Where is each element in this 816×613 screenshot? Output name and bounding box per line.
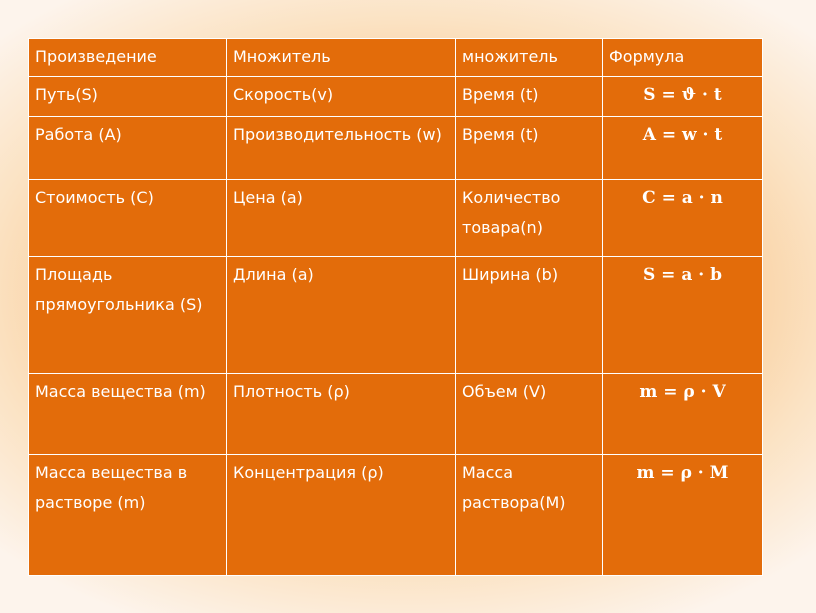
- table-row: [29, 374, 763, 455]
- table-row: [29, 77, 763, 117]
- cell-factor-1: Цена (a): [227, 180, 456, 257]
- header-product: Произведение: [29, 39, 227, 77]
- cell-factor-1: Концентрация (ρ): [227, 455, 456, 576]
- cell-factor-2: Объем (V): [456, 374, 603, 455]
- cell-product: Работа (A): [29, 117, 227, 180]
- cell-formula: A = w · t: [603, 117, 763, 180]
- cell-product: Путь(S): [29, 77, 227, 117]
- cell-formula: m = ρ · V: [603, 374, 763, 455]
- cell-factor-2: Количество товара(n): [456, 180, 603, 257]
- table-row: [29, 180, 763, 257]
- cell-product: Масса вещества в растворе (m): [29, 455, 227, 576]
- cell-factor-2: Время (t): [456, 117, 603, 180]
- table-row: [29, 257, 763, 374]
- table-header-row: [29, 39, 763, 77]
- header-formula: Формула: [603, 39, 763, 77]
- cell-factor-2: Масса раствора(M): [456, 455, 603, 576]
- cell-factor-2: Время (t): [456, 77, 603, 117]
- cell-formula: S = ϑ · t: [603, 77, 763, 117]
- header-factor-2: множитель: [456, 39, 603, 77]
- cell-factor-1: Производительность (w): [227, 117, 456, 180]
- cell-product: Масса вещества (m): [29, 374, 227, 455]
- cell-formula: S = a · b: [603, 257, 763, 374]
- table-row: [29, 455, 763, 576]
- cell-factor-1: Плотность (ρ): [227, 374, 456, 455]
- header-factor-1: Множитель: [227, 39, 456, 77]
- cell-factor-2: Ширина (b): [456, 257, 603, 374]
- cell-product: Площадь прямоугольника (S): [29, 257, 227, 374]
- table-row: [29, 117, 763, 180]
- cell-formula: m = ρ · M: [603, 455, 763, 576]
- cell-factor-1: Скорость(v): [227, 77, 456, 117]
- cell-formula: C = a · n: [603, 180, 763, 257]
- cell-product: Стоимость (C): [29, 180, 227, 257]
- cell-factor-1: Длина (a): [227, 257, 456, 374]
- formula-table: [28, 38, 763, 576]
